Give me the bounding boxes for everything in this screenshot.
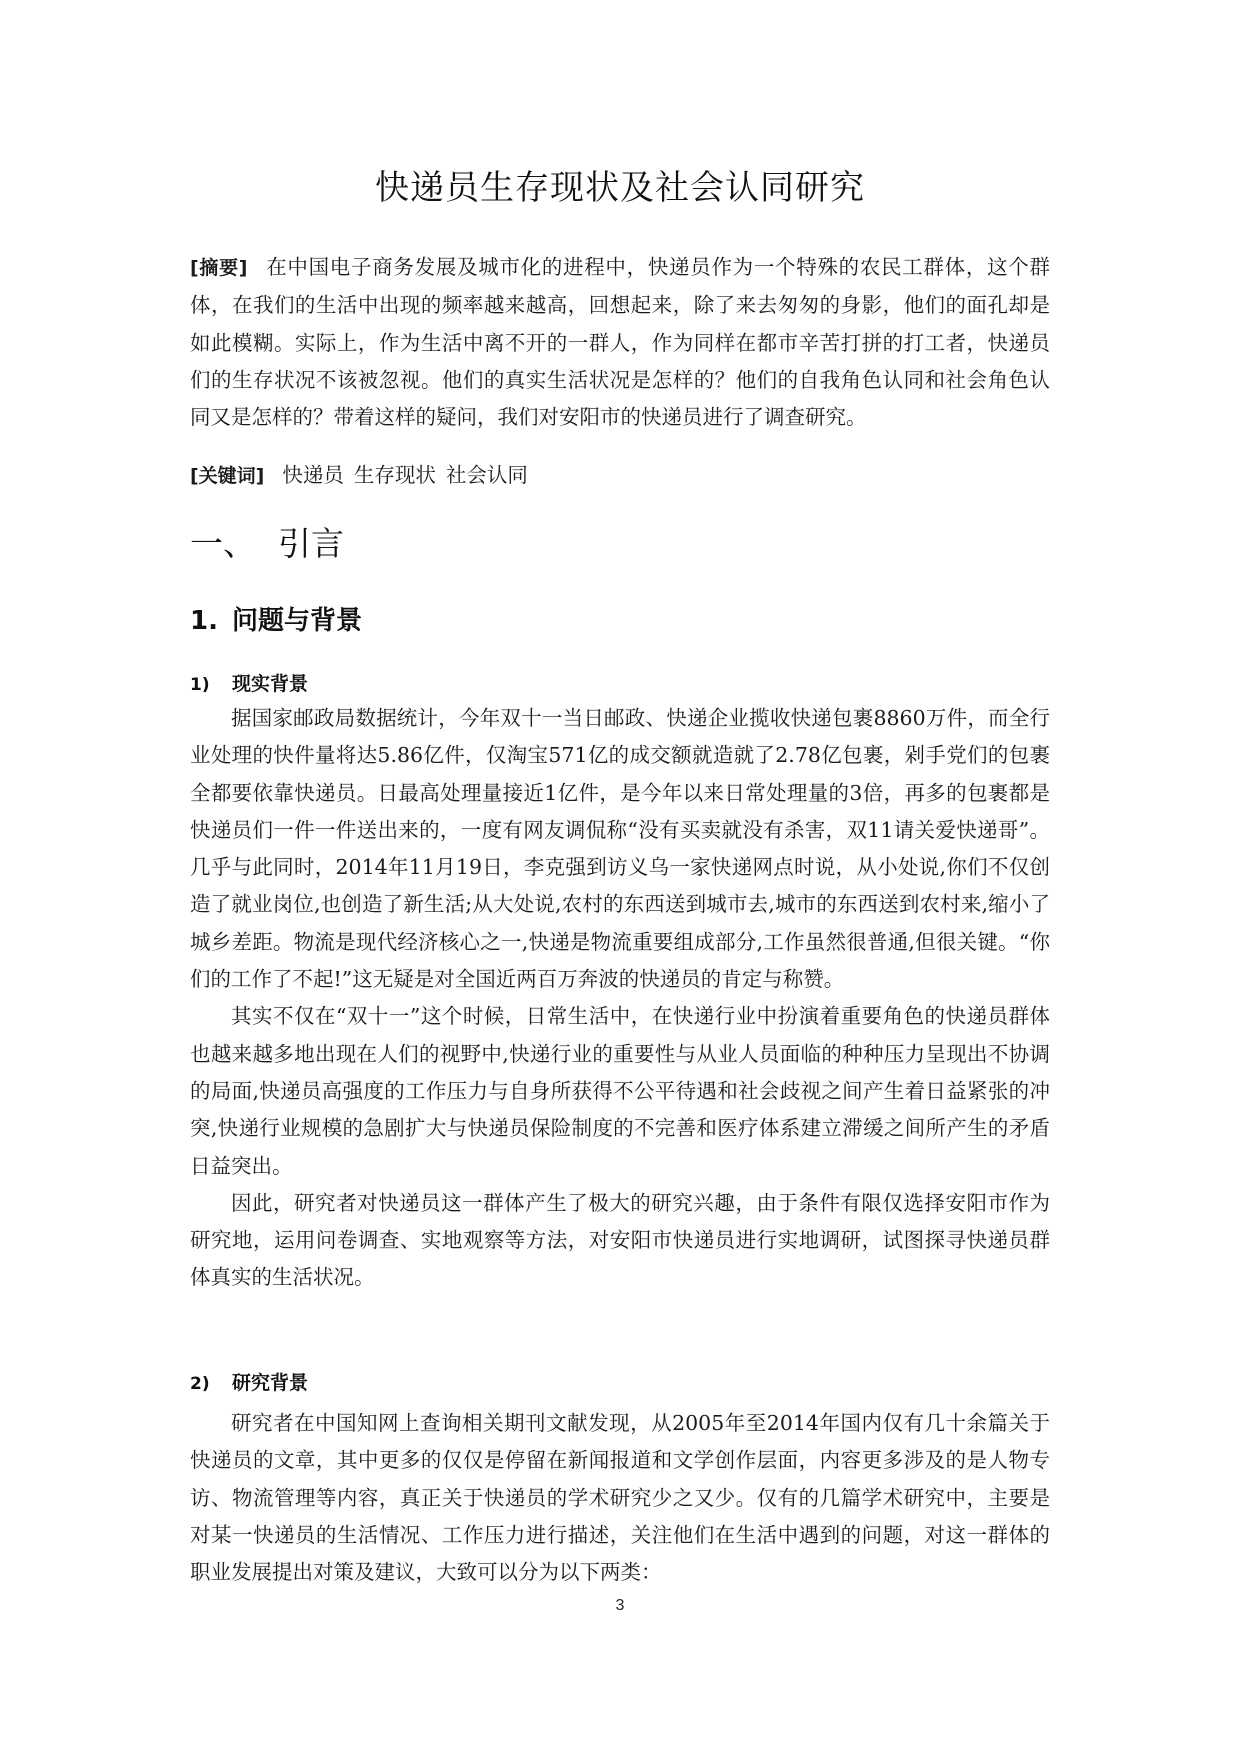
paragraph: 因此，研究者对快递员这一群体产生了极大的研究兴趣，由于条件有限仅选择安阳市作为研究地，运用问卷调查、实地观察等方法，对安阳市快递员进行实地调研，试图探寻快递员群体真实的生活状况。 bbox=[190, 1190, 1050, 1290]
keywords-block bbox=[190, 457, 1050, 495]
paragraph: 研究者在中国知网上查询相关期刊文献发现，从2005年至2014年国内仅有几十余篇关于快递员的文章，其中更多的仅仅是停留在新闻报道和文学创作层面，内容更多涉及的是人物专访、物流管理等内容，真正关于快递员的学术研究少之又少。仅有的几篇学术研究中，主要是对某一快递员的生活情况、工作压力进行描述，关注他们在生活中遇到的问题，对这一群体的职业发展提出对策及建议，大致可以分为以下两类： bbox=[190, 1411, 1050, 1585]
sub-subsection-heading bbox=[190, 1368, 308, 1395]
sub-subsection-number: 1) bbox=[190, 675, 210, 695]
subsection-heading bbox=[190, 600, 362, 637]
subsection-number: 1. bbox=[190, 606, 218, 636]
abstract-block bbox=[190, 249, 1050, 436]
paragraph: 其实不仅在“双十一”这个时候，日常生活中，在快递行业中扮演着重要角色的快递员群体也越来越多地出现在人们的视野中,快递行业的重要性与从业人员面临的种种压力呈现出不协调的局面,快递员高强度的工作压力与自身所获得不公平待遇和社会歧视之间产生着日益紧张的冲突,快递行业规模的急剧扩大与快递员保险制度的不完善和医疗体系建立滞缓之间所产生的矛盾日益突出。 bbox=[190, 1004, 1050, 1178]
sub-subsection-title: 现实背景 bbox=[232, 673, 309, 695]
document-page bbox=[190, 0, 1050, 1754]
keyword-item: 生存现状 bbox=[353, 463, 436, 487]
paper-title: 快递员生存现状及社会认同研究 bbox=[375, 168, 865, 208]
page-number: 3 bbox=[615, 1597, 625, 1614]
section-number: 一、 bbox=[190, 524, 256, 563]
sub-subsection-number: 2) bbox=[190, 1374, 210, 1394]
abstract-text: 在中国电子商务发展及城市化的进程中，快递员作为一个特殊的农民工群体，这个群体，在我们的生活中出现的频率越来越高，回想起来，除了来去匆匆的身影，他们的面孔却是如此模糊。实际上，作为生活中离不开的一群人，作为同样在都市辛苦打拼的打工者，快递员们的生存状况不该被忽视。他们的真实生活状况是怎样的？他们的自我角色认同和社会角色认同又是怎样的？带着这样的疑问，我们对安阳市的快递员进行了调查研究。 bbox=[190, 255, 1050, 430]
body-text-reality bbox=[190, 700, 1050, 1297]
keyword-item: 社会认同 bbox=[445, 463, 528, 487]
section-heading bbox=[190, 518, 344, 565]
sub-subsection-title: 研究背景 bbox=[232, 1372, 309, 1394]
section-title: 引言 bbox=[278, 524, 344, 563]
subsection-title: 问题与背景 bbox=[232, 606, 363, 636]
body-text-research bbox=[190, 1405, 1050, 1591]
paragraph: 据国家邮政局数据统计，今年双十一当日邮政、快递企业揽收快递包裹8860万件，而全行业处理的快件量将达5.86亿件，仅淘宝571亿的成交额就造就了2.78亿包裹，剁手党们的包裹全都要依靠快递员。日最高处理量接近1亿件，是今年以来日常处理量的3倍，再多的包裹都是快递员们一件一件送出来的，一度有网友调侃称“没有买卖就没有杀害，双11请关爱快递哥”。几乎与此同时，2014年11月19日，李克强到访义乌一家快递网点时说，从小处说,你们不仅创造了就业岗位,也创造了新生活;从大处说,农村的东西送到城市去,城市的东西送到农村来,缩小了城乡差距。物流是现代经济核心之一,快递是物流重要组成部分,工作虽然很普通,但很关键。“你们的工作了不起!”这无疑是对全国近两百万奔波的快递员的肯定与称赞。 bbox=[190, 706, 1050, 992]
sub-subsection-heading bbox=[190, 669, 308, 696]
keywords-label: [关键词] bbox=[190, 465, 265, 487]
abstract-label: [摘要] bbox=[190, 257, 248, 279]
keyword-item: 快递员 bbox=[282, 463, 344, 487]
